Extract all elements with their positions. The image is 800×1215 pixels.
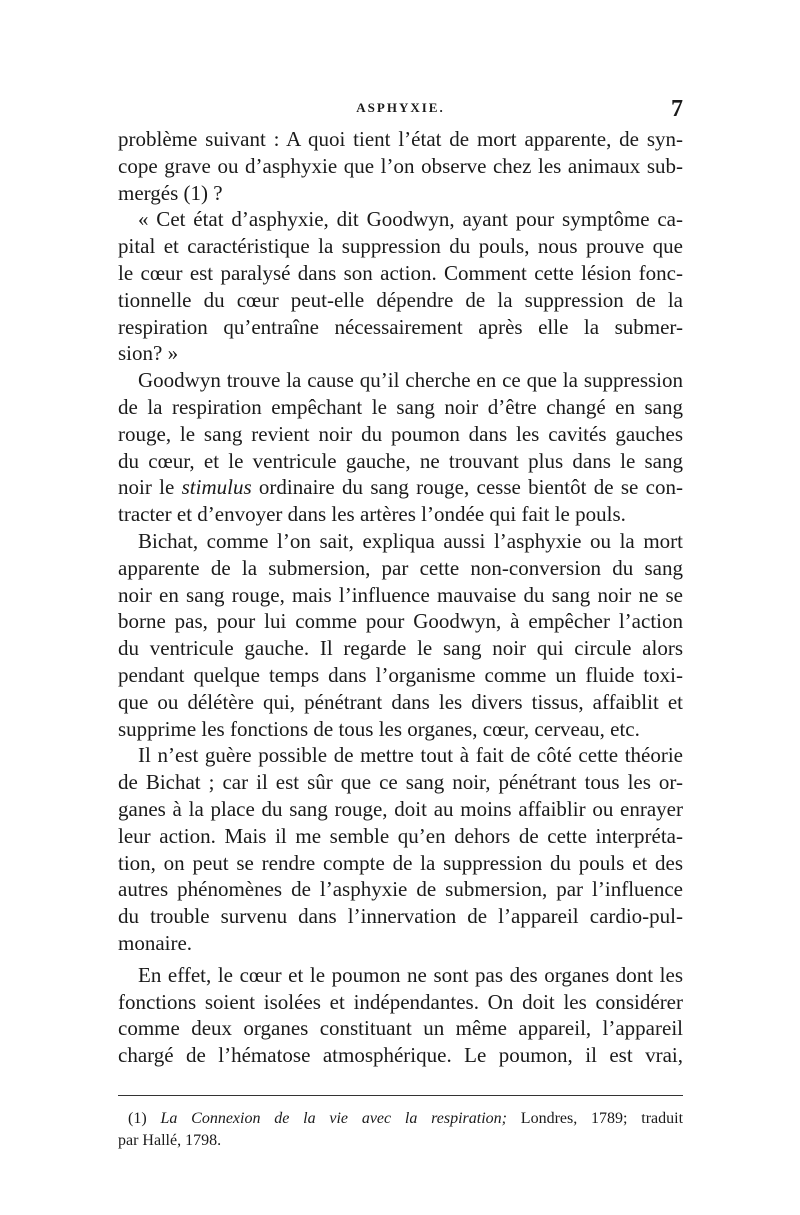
footnote-title: La Connexion de la vie avec la respiration; [160,1110,507,1127]
footnote-marker: (1) [128,1110,147,1127]
text-line: sion? » [118,341,179,366]
text-line: pital et caractéristique la suppression du pouls, nous prouve que [118,234,683,259]
text-line: de la respiration empêchant le sang noir d’être changé en sang [118,394,683,419]
text-line: du trouble survenu dans l’innervation de l’appareil cardio-pul- [118,904,683,929]
text-line: autres phénomènes de l’asphyxie de submersion, par l’influence [118,877,683,902]
text-line-with-italic [118,474,683,501]
italic-term: stimulus [181,475,252,500]
footnote [118,1108,684,1152]
footnote-line: par Hallé, 1798. [118,1132,222,1149]
text-line: tion, on peut se rendre compte de la suppression du pouls et des [118,850,683,875]
text-segment: noir le [118,475,182,500]
text-line: noir en sang rouge, mais l’influence mauvaise du sang noir ne se [118,582,683,607]
text-line: borne pas, pour lui comme pour Goodwyn, à empêcher l’action [118,609,683,634]
running-title: ASPHYXIE. [356,100,445,115]
text-line: fonctions soient isolées et indépendantes. On doit les considérer [118,989,683,1014]
text-line: pendant quelque temps dans l’organisme comme un fluide toxi- [118,662,683,687]
text-line: Goodwyn trouve la cause qu’il cherche en ce que la suppression [138,368,683,393]
page-number: 7 [671,96,683,122]
footnote-rule [118,1095,683,1096]
text-line: que ou délétère qui, pénétrant dans les divers tissus, affaiblit et [118,689,683,714]
text-line: Il n’est guère possible de mettre tout à fait de côté cette théorie [138,743,683,768]
text-line: En effet, le cœur et le poumon ne sont pas des organes dont les [138,962,683,987]
text-line: problème suivant : A quoi tient l’état de mort apparente, de syn- [118,127,683,151]
paragraph-5 [118,742,683,956]
text-line: ganes à la place du sang rouge, doit au moins affaiblir ou enrayer [118,796,683,821]
text-line: mergés (1) ? [118,180,223,205]
text-line: du ventricule gauche. Il regarde le sang noir qui circule alors [118,636,683,661]
text-line: apparente de la submersion, par cette non-conversion du sang [118,555,683,580]
text-line: chargé de l’hématose atmosphérique. Le poumon, il est vrai, [118,1043,683,1068]
text-line: supprime les fonctions de tous les organes, cœur, cerveau, etc. [118,716,640,741]
paragraph-3 [118,367,683,528]
text-line: respiration qu’entraîne nécessairement après elle la submer- [118,314,683,339]
text-line: du cœur, et le ventricule gauche, ne trouvant plus dans le sang [118,448,683,473]
paragraph-2 [118,206,683,367]
text-line: leur action. Mais il me semble qu’en dehors de cette interpréta- [118,823,683,848]
text-line: de Bichat ; car il est sûr que ce sang noir, pénétrant tous les or- [118,770,683,795]
text-line: tracter et d’envoyer dans les artères l’ondée qui fait le pouls. [118,502,626,527]
paragraph-4 [118,528,683,742]
text-line: « Cet état d’asphyxie, dit Goodwyn, ayant pour symptôme ca- [138,207,683,232]
footnote-line [128,1108,683,1130]
text-line: rouge, le sang revient noir du poumon dans les cavités gauches [118,421,683,446]
paragraph-6 [118,962,683,1069]
text-line: Bichat, comme l’on sait, expliqua aussi l’asphyxie ou la mort [138,528,683,553]
text-line: tionnelle du cœur peut-elle dépendre de la suppression de la [118,287,683,312]
text-segment: ordinaire du sang rouge, cesse bientôt de se con- [251,475,683,500]
paragraph-1 [118,126,683,206]
body-text [118,126,683,1069]
text-line: comme deux organes constituant un même appareil, l’appareil [118,1016,683,1041]
text-line: monaire. [118,930,193,955]
footnote-text: Londres, 1789; traduit [507,1110,684,1127]
text-line: cope grave ou d’asphyxie que l’on observe chez les animaux sub- [118,153,683,178]
page-header [118,96,683,126]
text-line: le cœur est paralysé dans son action. Comment cette lésion fonc- [118,260,683,285]
